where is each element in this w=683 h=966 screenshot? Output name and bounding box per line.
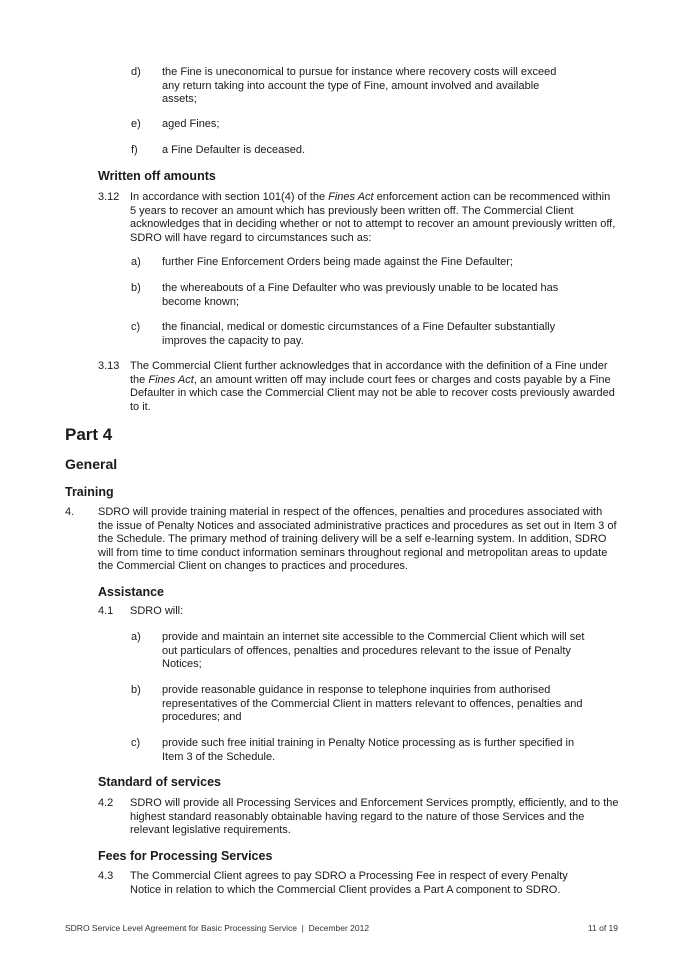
page-number: 11 of 19	[587, 923, 618, 933]
list-item-text: the Fine is uneconomical to pursue for instance where recovery costs will exceed any return taking into account the type of Fine, amount involved and available assets;	[162, 66, 557, 105]
list-item-text: aged Fines;	[162, 118, 220, 130]
clause-4-2-text: SDRO will provide all Processing Services and Enforcement Services promptly, efficiently, and to the highest standard reasonably obtainable having regard to the nature of those Services and the relevant legislative requirements.	[130, 797, 619, 836]
part-heading: Part 4	[65, 425, 113, 444]
list-item-text: provide such free initial training in Penalty Notice processing as is further specified in Item 3 of the Schedule.	[162, 737, 575, 763]
clause-number: 4.3	[98, 870, 114, 882]
list-label: b)	[131, 282, 141, 294]
clause-4-text: SDRO will provide training material in respect of the offences, penalties and procedures associated with the issue of Penalty Notices and associated administrative practices and procedures as set out in Item 3 of the Schedule. The primary method of training delivery will be a self e-learning system. In addition, SDRO will from time to time conduct information seminars throughout regional and metropolitan areas to update the Commercial Client on changes to practices and procedures.	[98, 506, 617, 572]
list-item-text: the whereabouts of a Fine Defaulter who was previously unable to be located has become known;	[162, 282, 559, 308]
general-heading: General	[65, 456, 118, 472]
section-heading-fees: Fees for Processing Services	[98, 849, 273, 863]
section-heading-assistance: Assistance	[98, 585, 165, 599]
list-item-text: provide and maintain an internet site accessible to the Commercial Client which will set out particulars of offences, penalties and procedures relevant to the issue of Penalty Notices;	[162, 631, 585, 670]
footer-title: SDRO Service Level Agreement for Basic Processing Service | December 2012	[65, 923, 370, 933]
list-label: d)	[131, 66, 141, 78]
clause-4-1-text: SDRO will:	[130, 605, 184, 617]
section-heading-standard: Standard of services	[98, 775, 221, 789]
list-item-text: a Fine Defaulter is deceased.	[162, 144, 306, 156]
list-label: e)	[131, 118, 141, 130]
section-heading-written-off: Written off amounts	[98, 169, 216, 183]
clause-number: 3.13	[98, 360, 120, 372]
clause-number: 4.2	[98, 797, 114, 809]
list-item-text: provide reasonable guidance in response to telephone inquiries from authorised representatives of the Commercial Client in matters relevant to offences, penalties and procedures; and	[162, 684, 583, 723]
list-label: f)	[131, 144, 138, 156]
clause-4-3-text: The Commercial Client agrees to pay SDRO a Processing Fee in respect of every Penalty Notice in relation to which the Commercial Client provides a Part A component to SDRO.	[130, 870, 568, 896]
clause-number: 3.12	[98, 191, 120, 203]
clause-3-13-text: The Commercial Client further acknowledges that in accordance with the definition of a Fine under the Fines Act, an amount written off may include court fees or charges and costs payable by a Fine Defaulter in which case the Commercial Client may not be able to recover costs previously awarded to it.	[130, 360, 615, 413]
list-label: c)	[131, 321, 141, 333]
clause-number: 4.	[65, 506, 75, 518]
section-heading-training: Training	[65, 485, 114, 499]
clause-3-12-text: In accordance with section 101(4) of the Fines Act enforcement action can be recommenced within 5 years to recover an amount which has previously been written off. The Commercial Client acknowledges that in deciding whether or not to attempt to recover an amount previously written off, SDRO will have regard to circumstances such as:	[130, 191, 616, 244]
list-item-text: the financial, medical or domestic circumstances of a Fine Defaulter substantially improves the capacity to pay.	[162, 321, 556, 347]
list-label: a)	[131, 256, 141, 268]
list-label: a)	[131, 631, 141, 643]
list-label: c)	[131, 737, 141, 749]
list-label: b)	[131, 684, 141, 696]
list-item-text: further Fine Enforcement Orders being made against the Fine Defaulter;	[162, 256, 513, 268]
clause-number: 4.1	[98, 605, 114, 617]
